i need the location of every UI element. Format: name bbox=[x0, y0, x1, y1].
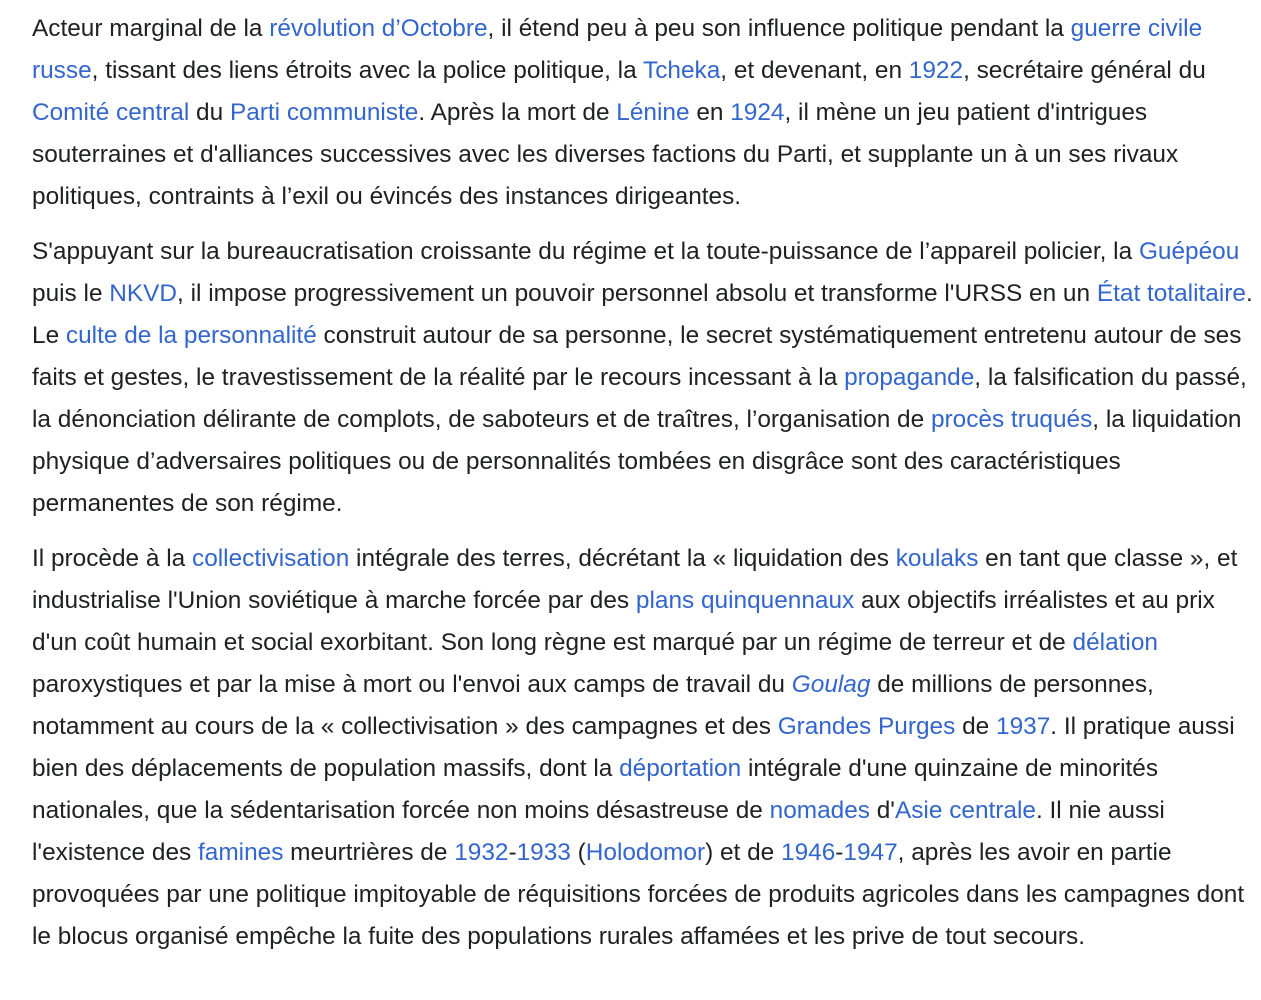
link[interactable]: 1937 bbox=[996, 713, 1051, 740]
text-run: ) et de bbox=[705, 839, 782, 866]
text-run: puis le bbox=[32, 280, 110, 307]
text-run: Acteur marginal de la bbox=[32, 15, 270, 42]
text-run: , il mène un jeu patient d'intrigues souterraines et d'alliances successives avec les diverses factions du Parti, et supplante un à un ses rivaux politiques, contraints à l’exil ou évincés des instances dirigeantes. bbox=[32, 99, 1179, 210]
link[interactable]: Comité central bbox=[32, 99, 190, 126]
text-run: . Le bbox=[32, 280, 1253, 349]
link[interactable]: révolution d’Octobre bbox=[269, 15, 488, 42]
text-run: d' bbox=[869, 797, 895, 824]
link[interactable]: procès truqués bbox=[930, 406, 1093, 433]
link[interactable]: Parti communiste bbox=[229, 99, 419, 126]
link[interactable]: 1922 bbox=[908, 57, 964, 84]
link[interactable]: nomades bbox=[769, 797, 870, 824]
link[interactable]: 1932 bbox=[454, 839, 509, 866]
text-run: intégrale des terres, décrétant la « liquidation des bbox=[349, 545, 896, 572]
article-body bbox=[32, 8, 1254, 971]
text-run: - bbox=[835, 839, 844, 866]
link[interactable]: Guépéou bbox=[1138, 238, 1240, 265]
link[interactable]: 1947 bbox=[843, 839, 898, 866]
link[interactable]: Lénine bbox=[616, 99, 690, 126]
link[interactable]: culte de la personnalité bbox=[65, 322, 317, 349]
link[interactable]: plans quinquennaux bbox=[635, 587, 855, 614]
text-run: , la falsification du passé, la dénonciation délirante de complots, de saboteurs et de traîtres, l’organisation de bbox=[32, 364, 1247, 433]
link[interactable]: Goulag bbox=[791, 671, 871, 698]
paragraph-1 bbox=[32, 8, 1254, 218]
text-run: . Après la mort de bbox=[418, 99, 617, 126]
link[interactable]: 1946 bbox=[781, 839, 836, 866]
link[interactable]: 1924 bbox=[730, 99, 785, 126]
text-run: , et devenant, en bbox=[720, 57, 909, 84]
text-run: intégrale d'une quinzaine de minorités nationales, que la sédentarisation forcée non moins désastreuse de bbox=[32, 755, 1159, 824]
text-run: , il étend peu à peu son influence politique pendant la bbox=[487, 15, 1071, 42]
link[interactable]: Tcheka bbox=[643, 57, 721, 84]
text-run: de millions de personnes, notamment au cours de la « collectivisation » des campagnes et des bbox=[32, 671, 1154, 740]
link[interactable]: État totalitaire bbox=[1096, 280, 1246, 307]
text-run: S'appuyant sur la bureaucratisation croissante du régime et la toute-puissance de l’appareil policier, la bbox=[32, 238, 1139, 265]
paragraph-3 bbox=[32, 538, 1254, 958]
text-run: du bbox=[189, 99, 230, 126]
link[interactable]: NKVD bbox=[109, 280, 178, 307]
text-run: aux objectifs irréalistes et au prix d'un coût humain et social exorbitant. Son long règne est marqué par un régime de terreur et de bbox=[32, 587, 1215, 656]
text-run: meurtrières de bbox=[283, 839, 455, 866]
text-run: Il procède à la bbox=[32, 545, 192, 572]
link[interactable]: famines bbox=[198, 839, 284, 866]
link[interactable]: propagande bbox=[844, 364, 975, 391]
paragraph-2 bbox=[32, 231, 1254, 525]
text-run: , tissant des liens étroits avec la police politique, la bbox=[91, 57, 644, 84]
text-run: , la liquidation physique d’adversaires politiques ou de personnalités tombées en disgrâce sont des caractéristiques permanentes de son régime. bbox=[32, 406, 1242, 517]
link[interactable]: koulaks bbox=[895, 545, 979, 572]
text-run: en bbox=[689, 99, 731, 126]
text-run: . Il nie aussi l'existence des bbox=[32, 797, 1165, 866]
link[interactable]: Holodomor bbox=[585, 839, 706, 866]
link[interactable]: guerre civile russe bbox=[32, 15, 1203, 84]
text-run: , secrétaire général du bbox=[963, 57, 1206, 84]
text-run: paroxystiques et par la mise à mort ou l'envoi aux camps de travail du bbox=[32, 671, 792, 698]
text-run: en tant que classe », et industrialise l'Union soviétique à marche forcée par des bbox=[32, 545, 1238, 614]
link[interactable]: délation bbox=[1072, 629, 1158, 656]
link[interactable]: collectivisation bbox=[192, 545, 350, 572]
text-run: . Il pratique aussi bien des déplacements de population massifs, dont la bbox=[32, 713, 1235, 782]
link[interactable]: Grandes Purges bbox=[777, 713, 956, 740]
link[interactable]: 1933 bbox=[516, 839, 571, 866]
text-run: - bbox=[508, 839, 517, 866]
text-run: construit autour de sa personne, le secret systématiquement entretenu autour de ses faits et gestes, le travestissement de la réalité par le recours incessant à la bbox=[32, 322, 1242, 391]
link[interactable]: Asie centrale bbox=[894, 797, 1036, 824]
text-run: de bbox=[955, 713, 996, 740]
text-run: ( bbox=[570, 839, 586, 866]
link[interactable]: déportation bbox=[619, 755, 742, 782]
text-run: , après les avoir en partie provoquées par une politique impitoyable de réquisitions forcées de produits agricoles dans les campagnes dont le blocus organisé empêche la fuite des populations rurales affamées et les prive de tout secours. bbox=[32, 839, 1245, 950]
text-run: , il impose progressivement un pouvoir personnel absolu et transforme l'URSS en un bbox=[177, 280, 1097, 307]
